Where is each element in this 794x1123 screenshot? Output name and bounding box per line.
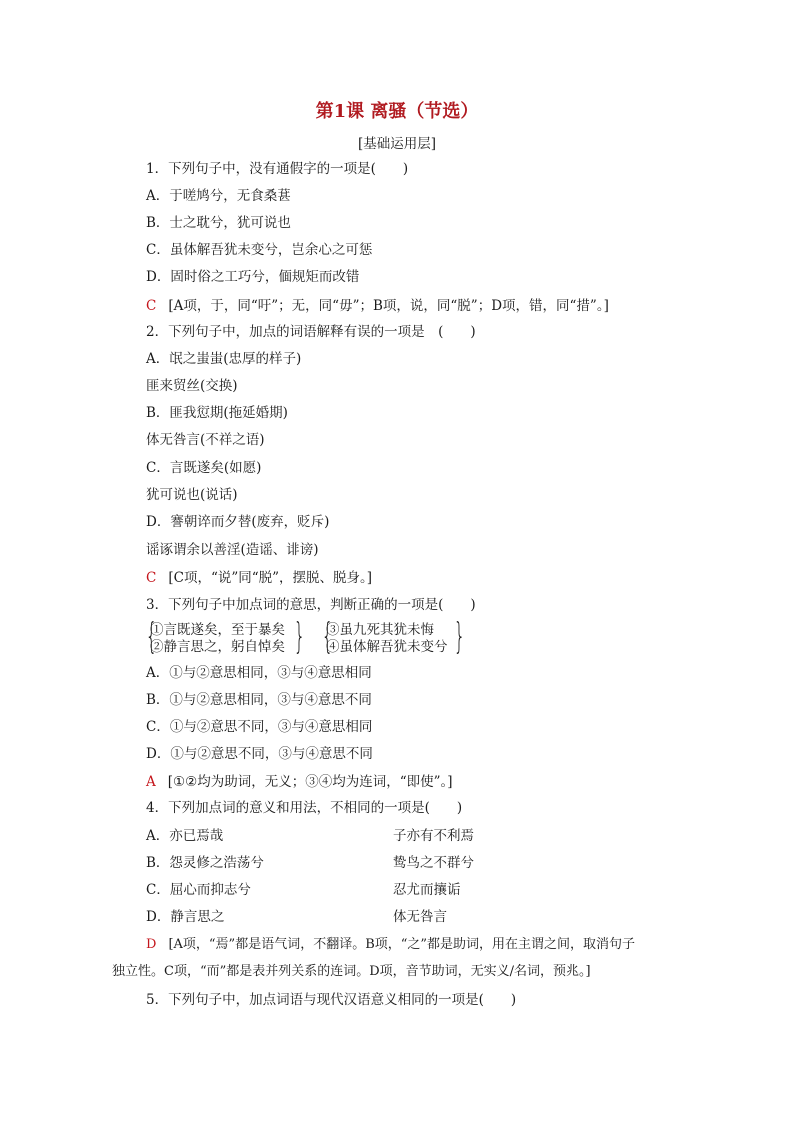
q2-line-1: A．氓之蚩蚩(忠厚的样子) xyxy=(146,351,302,367)
q4-option-c-left: C．屈心而抑志兮 xyxy=(146,882,251,898)
q3-sentence-3: ③虽九死其犹未悔 xyxy=(326,622,434,638)
q1-option-c: C．虽体解吾犹未变兮，岂余心之可惩 xyxy=(146,242,373,258)
q2-answer-line xyxy=(146,568,372,588)
q1-answer: C xyxy=(146,298,157,314)
right-brace-icon: } xyxy=(293,616,306,657)
q2-line-6: 犹可说也(说话) xyxy=(146,487,238,503)
q1-answer-line xyxy=(146,296,609,316)
q3-option-d: D．①与②意思不同，③与④意思不同 xyxy=(146,746,373,762)
q3-explanation: [①②均为助词，无义；③④均为连词，“即使”。] xyxy=(167,774,453,790)
q2-line-5: C．言既遂矣(如愿) xyxy=(146,460,262,476)
q1-stem: 1．下列句子中，没有通假字的一项是( ) xyxy=(146,161,409,177)
q2-answer: C xyxy=(146,570,157,586)
q4-option-d xyxy=(146,907,746,927)
q4-option-d-right: 体无咎言 xyxy=(393,909,447,925)
q3-sentence-1: ①言既遂矣，至于暴矣 xyxy=(150,622,285,638)
q3-group-1 xyxy=(145,616,306,658)
page-title: 第1课 离骚（节选） xyxy=(315,101,479,122)
q4-answer: D xyxy=(146,937,157,952)
q3-option-c: C．①与②意思不同，③与④意思相同 xyxy=(146,719,373,735)
q4-explanation-2: 独立性。C项，“而”都是表并列关系的连词。D项，音节助词，无实义/名词，预兆。] xyxy=(112,964,591,979)
q4-option-c-right: 忍尤而攘诟 xyxy=(393,882,461,898)
q4-option-b-left: B．怨灵修之浩荡兮 xyxy=(146,855,264,871)
q4-option-a-right: 子亦有不利焉 xyxy=(393,828,474,844)
right-brace-icon: } xyxy=(453,616,466,657)
q1-option-a: A．于嗟鸠兮，无食桑葚 xyxy=(146,188,291,204)
q3-answer: A xyxy=(146,774,156,790)
q4-stem: 4．下列加点词的意义和用法，不相同的一项是( ) xyxy=(146,800,463,816)
q2-line-4: 体无咎言(不祥之语) xyxy=(146,432,265,448)
q1-option-d: D．固时俗之工巧兮，偭规矩而改错 xyxy=(146,269,360,285)
q4-option-b xyxy=(146,853,746,873)
q3-stem: 3．下列句子中加点词的意思，判断正确的一项是( ) xyxy=(146,597,476,613)
section-heading: [基础运用层] xyxy=(357,136,437,152)
q1-explanation: [A项，于，同“吁”；无，同“毋”；B项，说，同“脱”；D项，错，同“措”。] xyxy=(168,298,609,314)
q2-stem: 2．下列句子中，加点的词语解释有误的一项是 ( ) xyxy=(146,324,476,340)
q3-group-2 xyxy=(321,616,466,658)
q4-explanation-1: [A项，“焉”都是语气词，不翻译。B项，“之”都是助词，用在主谓之间，取消句子 xyxy=(168,937,636,952)
q4-option-a xyxy=(146,826,746,846)
q3-sentence-4: ④虽体解吾犹未变兮 xyxy=(326,639,448,655)
q4-answer-line xyxy=(146,935,635,955)
q2-line-3: B．匪我愆期(拖延婚期) xyxy=(146,405,288,421)
q2-line-8: 谣诼谓余以善淫(造谣、诽谤) xyxy=(146,542,319,558)
q4-option-a-left: A．亦已焉哉 xyxy=(146,828,224,844)
q3-answer-line xyxy=(146,772,453,792)
q2-explanation: [C项，“说”同“脱”，摆脱、脱身。] xyxy=(168,570,373,586)
q4-option-d-left: D．静言思之 xyxy=(146,909,225,925)
q5-stem: 5．下列句子中，加点词语与现代汉语意义相同的一项是( ) xyxy=(146,992,517,1008)
q2-line-7: D．謇朝谇而夕替(废弃，贬斥) xyxy=(146,514,330,530)
q3-sentence-2: ②静言思之，躬自悼矣 xyxy=(150,639,285,655)
q3-option-b: B．①与②意思相同，③与④意思不同 xyxy=(146,692,372,708)
left-brace-icon: { xyxy=(321,616,334,657)
q3-option-a: A．①与②意思相同，③与④意思相同 xyxy=(146,665,372,681)
left-brace-icon: { xyxy=(145,616,158,657)
q1-option-b: B．士之耽兮，犹可说也 xyxy=(146,215,291,231)
q4-option-c xyxy=(146,880,746,900)
q4-option-b-right: 鸷鸟之不群兮 xyxy=(393,855,474,871)
q2-line-2: 匪来贸丝(交换) xyxy=(146,378,238,394)
